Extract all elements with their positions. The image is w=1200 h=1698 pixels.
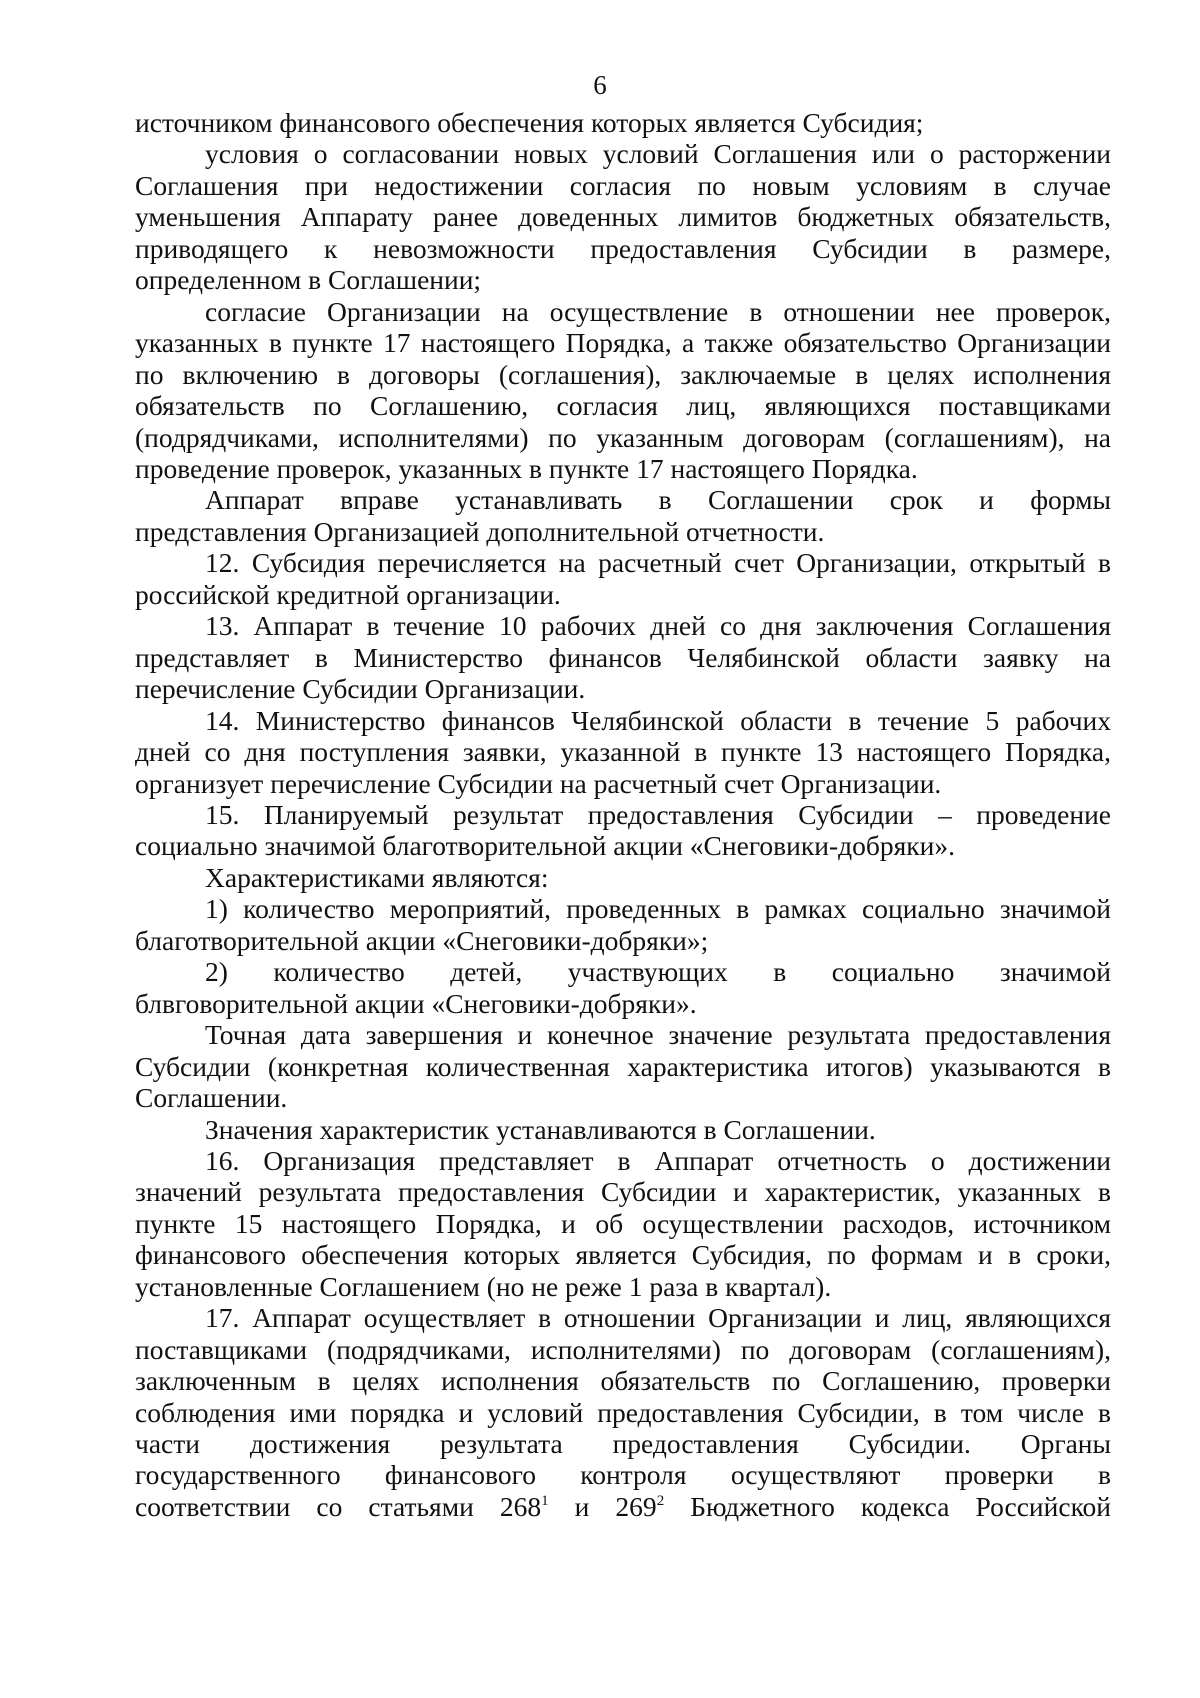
text-line: значений результата предоставления Субсидии и характеристик, указанных в bbox=[135, 1176, 1111, 1208]
text-line: проведение проверок, указанных в пункте 17 настоящего Порядка. bbox=[135, 452, 918, 484]
superscript: 2 bbox=[656, 1492, 665, 1509]
text-line: обязательств по Соглашению, согласия лиц, являющихся поставщиками bbox=[135, 390, 1111, 422]
text-line: 12. Субсидия перечисляется на расчетный счет Организации, открытый в bbox=[205, 547, 1111, 579]
text-fragment: Бюджетного кодекса Российской bbox=[664, 1490, 1111, 1522]
text-line: государственного финансового контроля осуществляют проверки в bbox=[135, 1459, 1111, 1491]
text-line: 15. Планируемый результат предоставления Субсидии – проведение bbox=[205, 798, 1111, 830]
paragraph bbox=[135, 484, 1111, 547]
text-line: блвговорительной акции «Снеговики-добряки». bbox=[135, 987, 697, 1019]
text-line: уменьшения Аппарату ранее доведенных лимитов бюджетных обязательств, bbox=[135, 201, 1111, 233]
text-line: Характеристиками являются: bbox=[205, 861, 549, 893]
text-line: Аппарат вправе устанавливать в Соглашении срок и формы bbox=[205, 484, 1111, 516]
text-line: 13. Аппарат в течение 10 рабочих дней со дня заключения Соглашения bbox=[205, 610, 1111, 642]
paragraph bbox=[135, 1302, 1111, 1522]
text-line: условия о согласовании новых условий Соглашения или о расторжении bbox=[205, 138, 1111, 170]
text-line: социально значимой благотворительной акции «Снеговики-добряки». bbox=[135, 830, 955, 862]
text-line: организует перечисление Субсидии на расчетный счет Организации. bbox=[135, 767, 942, 799]
text-line: установленные Соглашением (но не реже 1 раза в квартал). bbox=[135, 1270, 832, 1302]
text-line: перечисление Субсидии Организации. bbox=[135, 673, 586, 705]
text-fragment: соответствии со статьями 268 bbox=[135, 1490, 542, 1522]
text-line: Субсидии (конкретная количественная характеристика итогов) указываются в bbox=[135, 1050, 1111, 1082]
paragraph bbox=[135, 138, 1111, 295]
text-line: дней со дня поступления заявки, указанной в пункте 13 настоящего Порядка, bbox=[135, 736, 1111, 768]
text-line: 14. Министерство финансов Челябинской области в течение 5 рабочих bbox=[205, 704, 1111, 736]
text-line-with-superscripts bbox=[135, 1491, 1111, 1522]
text-line: российской кредитной организации. bbox=[135, 578, 561, 610]
text-line: 1) количество мероприятий, проведенных в рамках социально значимой bbox=[205, 893, 1111, 925]
text-line: представляет в Министерство финансов Челябинской области заявку на bbox=[135, 641, 1111, 673]
text-line: Точная дата завершения и конечное значение результата предоставления bbox=[205, 1019, 1111, 1051]
text-line: поставщиками (подрядчиками, исполнителями) по договорам (соглашениям), bbox=[135, 1333, 1111, 1365]
text-line: Соглашения при недостижении согласия по новым условиям в случае bbox=[135, 169, 1111, 201]
paragraph bbox=[135, 1145, 1111, 1302]
text-line: Значения характеристик устанавливаются в Соглашении. bbox=[205, 1113, 876, 1145]
text-line: 16. Организация представляет в Аппарат отчетность о достижении bbox=[205, 1144, 1111, 1176]
superscript: 1 bbox=[541, 1492, 549, 1509]
text-line: Соглашении. bbox=[135, 1082, 288, 1114]
text-line: указанных в пункте 17 настоящего Порядка, а также обязательство Организации bbox=[135, 327, 1111, 359]
text-line: 17. Аппарат осуществляет в отношении Организации и лиц, являющихся bbox=[205, 1302, 1111, 1334]
paragraph bbox=[135, 705, 1111, 799]
text-line: представления Организацией дополнительной отчетности. bbox=[135, 515, 825, 547]
text-line: пункте 15 настоящего Порядка, и об осуществлении расходов, источником bbox=[135, 1207, 1111, 1239]
text-line: 2) количество детей, участвующих в социально значимой bbox=[205, 956, 1111, 988]
paragraph bbox=[135, 296, 1111, 485]
paragraph bbox=[135, 799, 1111, 862]
text-line: благотворительной акции «Снеговики-добряки»; bbox=[135, 924, 709, 956]
text-line: финансового обеспечения которых является Субсидия, по формам и в сроки, bbox=[135, 1239, 1111, 1271]
paragraph bbox=[135, 610, 1111, 704]
text-line: по включению в договоры (соглашения), заключаемые в целях исполнения bbox=[135, 358, 1111, 390]
paragraph bbox=[135, 1019, 1111, 1113]
text-line: (подрядчиками, исполнителями) по указанным договорам (соглашениям), на bbox=[135, 421, 1111, 453]
text-line: заключенным в целях исполнения обязательств по Соглашению, проверки bbox=[135, 1365, 1111, 1397]
text-line: соблюдения ими порядка и условий предоставления Субсидии, в том числе в bbox=[135, 1396, 1111, 1428]
paragraph bbox=[135, 547, 1111, 610]
text-line: части достижения результата предоставления Субсидии. Органы bbox=[135, 1428, 1111, 1460]
document-body bbox=[135, 107, 1111, 1522]
paragraph bbox=[135, 862, 1111, 893]
paragraph bbox=[135, 893, 1111, 956]
paragraph bbox=[135, 107, 1111, 138]
text-line: согласие Организации на осуществление в отношении нее проверок, bbox=[205, 295, 1111, 327]
page-number: 6 bbox=[593, 70, 607, 100]
paragraph bbox=[135, 1114, 1111, 1145]
text-line: определенном в Соглашении; bbox=[135, 264, 482, 296]
text-line: источником финансового обеспечения которых является Субсидия; bbox=[135, 107, 924, 138]
paragraph bbox=[135, 956, 1111, 1019]
text-fragment: и 269 bbox=[548, 1490, 657, 1522]
text-line: приводящего к невозможности предоставления Субсидии в размере, bbox=[135, 232, 1111, 264]
